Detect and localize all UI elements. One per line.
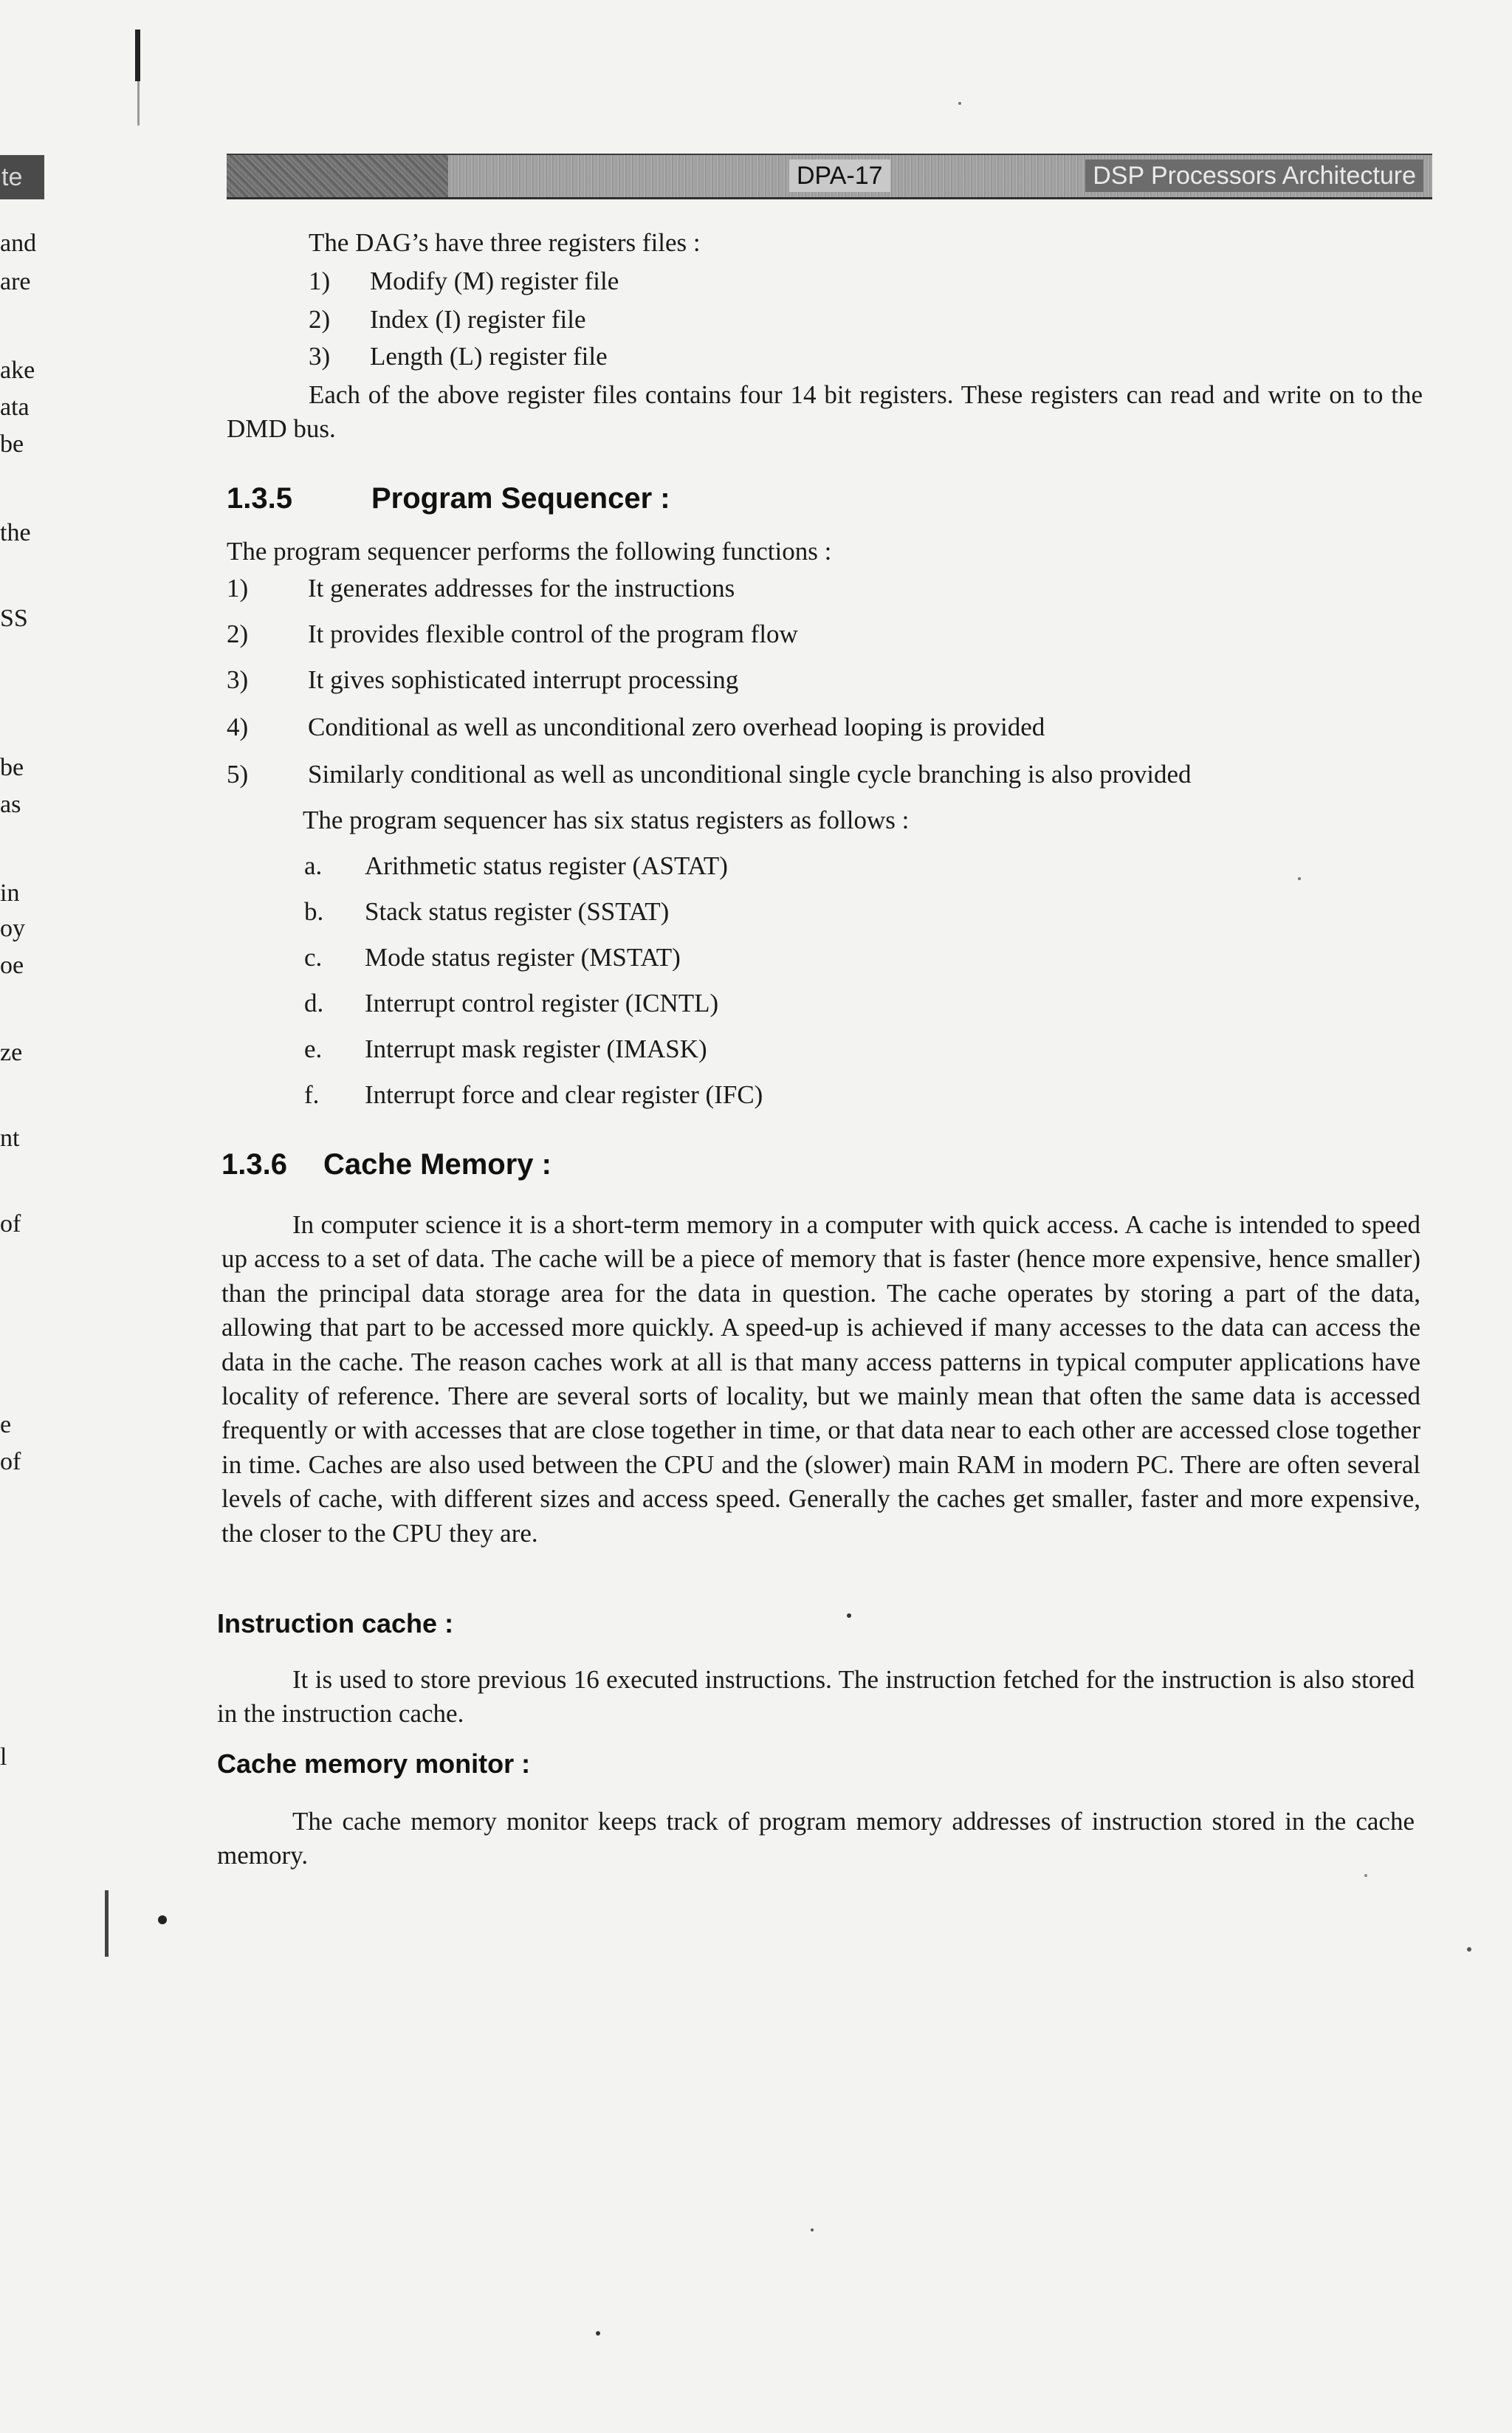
list-number: 4) bbox=[227, 713, 249, 741]
instruction-cache-heading: Instruction cache : bbox=[217, 1608, 454, 1638]
bleed-word: be bbox=[0, 754, 24, 781]
status-register-item: Mode status register (MSTAT) bbox=[365, 943, 681, 972]
section-heading-1-3-6 bbox=[221, 1146, 551, 1183]
status-register-item: Interrupt control register (ICNTL) bbox=[365, 989, 719, 1018]
status-register-item: Interrupt mask register (IMASK) bbox=[365, 1034, 707, 1063]
dag-intro: The DAG’s have three registers files : bbox=[309, 228, 701, 257]
list-item: Modify (M) register file bbox=[370, 267, 619, 295]
section-number: 1.3.6 bbox=[221, 1148, 287, 1181]
status-register-item: Interrupt force and clear register (IFC) bbox=[365, 1080, 763, 1109]
bleed-word: nt bbox=[0, 1125, 20, 1152]
chapter-title: DSP Processors Architecture bbox=[1085, 159, 1423, 192]
bleed-word: oy bbox=[0, 915, 25, 942]
list-letter: f. bbox=[304, 1080, 320, 1109]
list-letter: a. bbox=[304, 851, 323, 880]
bleed-word: be bbox=[0, 430, 24, 458]
dag-closing-paragraph: Each of the above register files contains four 14 bit registers. These registers can read and write on to the DMD bus. bbox=[227, 380, 1423, 444]
status-registers-intro: The program sequencer has six status registers as follows : bbox=[303, 806, 910, 834]
list-letter: e. bbox=[304, 1034, 323, 1063]
cache-memory-paragraph: In computer science it is a short-term memory in a computer with quick access. A cache is intended to speed up access to a set of data. The cache will be a piece of memory that is faster (hence more expensive, hence smaller) than the principal data storage area for the data in question. The cache operates by storing a part of the data, allowing that part to be accessed more quickly. A speed-up is achieved if many accesses to the data can access the data in the cache. The reason caches work at all is that many access patterns in typical computer applications have locality of reference. There are several sorts of locality, but we mainly mean that often the same data is accessed frequently or with accesses that are close together in time, or that data near to each other are accessed close together in time. Caches are also used between the CPU and the (slower) main RAM in modern PC. There are often several levels of cache, with different sizes and access speed. Generally the caches get smaller, faster and more expensive, the closer to the CPU they are. bbox=[221, 1210, 1420, 1548]
list-item: Length (L) register file bbox=[370, 342, 608, 371]
section-title: Program Sequencer : bbox=[371, 482, 670, 515]
list-item: It provides flexible control of the program flow bbox=[308, 620, 798, 648]
list-item: It gives sophisticated interrupt processing bbox=[308, 665, 739, 694]
header-texture bbox=[227, 155, 448, 197]
section-number: 1.3.5 bbox=[227, 482, 292, 515]
instruction-cache-paragraph: It is used to store previous 16 executed instructions. The instruction fetched for the instruction is also stored in the instruction cache. bbox=[217, 1665, 1415, 1729]
facing-page-tab: te bbox=[0, 155, 44, 199]
sequencer-intro: The program sequencer performs the following functions : bbox=[227, 537, 832, 566]
bleed-word: in bbox=[0, 879, 20, 907]
bleed-word: e bbox=[0, 1411, 12, 1438]
status-register-item: Stack status register (SSTAT) bbox=[365, 897, 670, 926]
list-number: 1) bbox=[227, 574, 249, 603]
bleed-word: SS bbox=[0, 605, 28, 632]
list-item: Index (I) register file bbox=[370, 305, 586, 334]
cache-memory-monitor-heading: Cache memory monitor : bbox=[217, 1749, 531, 1779]
status-register-item: Arithmetic status register (ASTAT) bbox=[365, 851, 728, 880]
list-number: 3) bbox=[227, 665, 249, 694]
list-letter: c. bbox=[304, 943, 323, 972]
bleed-word: are bbox=[0, 268, 31, 295]
bleed-word: and bbox=[0, 230, 37, 257]
list-number: 5) bbox=[227, 760, 249, 789]
list-number: 2) bbox=[227, 620, 249, 648]
bleed-word: of bbox=[0, 1210, 21, 1238]
list-letter: d. bbox=[304, 989, 324, 1018]
list-item: It generates addresses for the instructions bbox=[308, 574, 735, 603]
bleed-word: ata bbox=[0, 394, 30, 421]
bleed-word: the bbox=[0, 519, 31, 546]
list-letter: b. bbox=[304, 897, 324, 926]
list-number: 3) bbox=[309, 342, 331, 371]
bleed-word: as bbox=[0, 791, 21, 818]
list-item: Similarly conditional as well as unconditional single cycle branching is also provided bbox=[308, 760, 1192, 789]
page-code: DPA-17 bbox=[789, 159, 890, 192]
cache-memory-monitor-paragraph: The cache memory monitor keeps track of program memory addresses of instruction stored in the cache memory. bbox=[217, 1807, 1415, 1870]
bleed-word: oe bbox=[0, 952, 24, 979]
section-heading-1-3-5 bbox=[227, 480, 670, 517]
bleed-word: ake bbox=[0, 357, 35, 384]
bleed-word: l bbox=[0, 1743, 7, 1771]
bleed-word: of bbox=[0, 1448, 21, 1475]
list-item: Conditional as well as unconditional zero overhead looping is provided bbox=[308, 713, 1045, 741]
page-header bbox=[227, 154, 1432, 199]
bleed-word: ze bbox=[0, 1039, 23, 1066]
list-number: 1) bbox=[309, 267, 331, 295]
section-title: Cache Memory : bbox=[323, 1148, 551, 1181]
list-number: 2) bbox=[309, 305, 331, 334]
